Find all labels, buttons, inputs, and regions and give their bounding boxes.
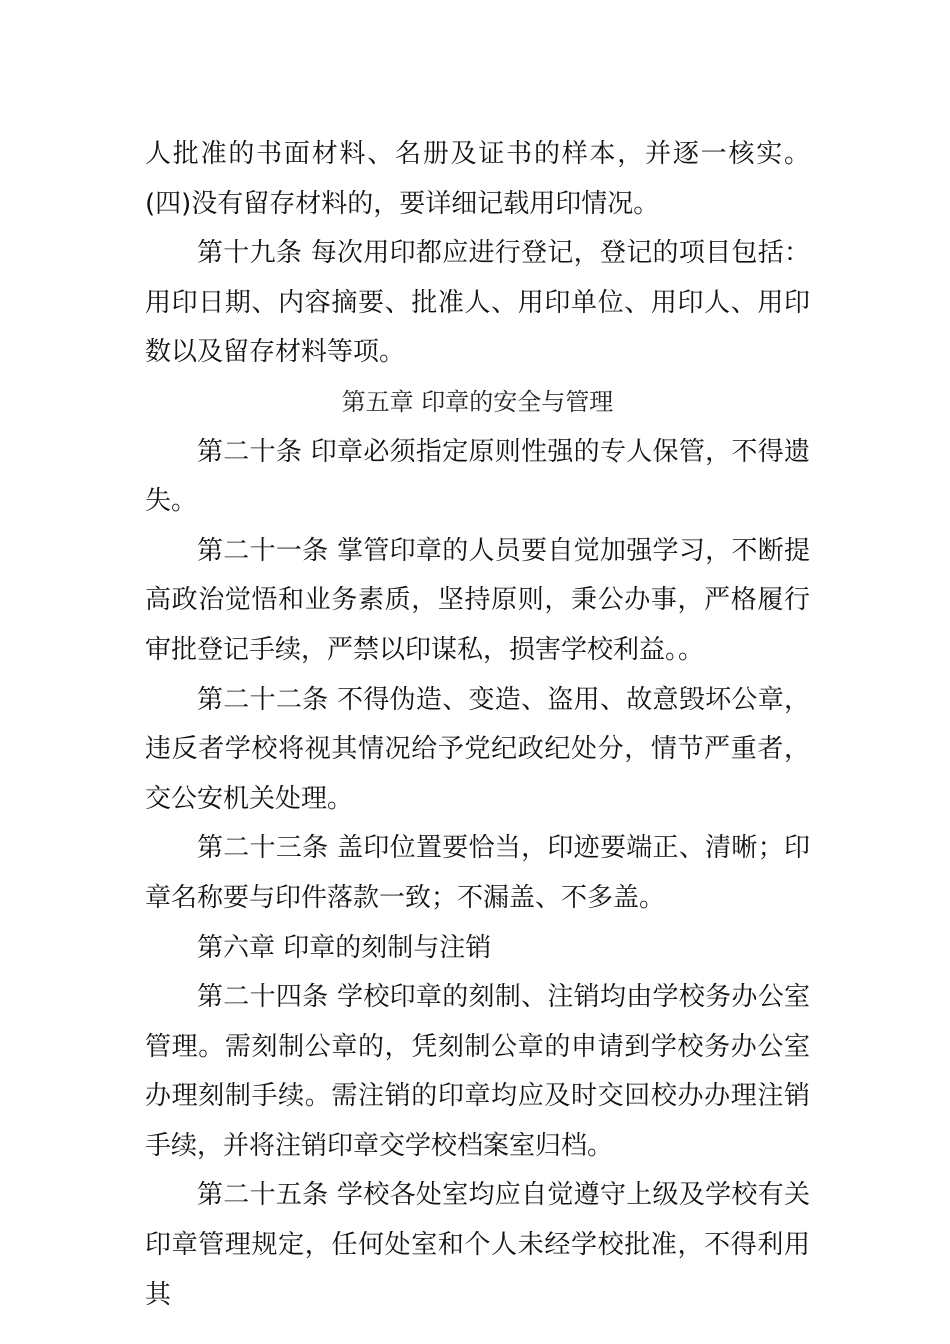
article-19: 第十九条 每次用印都应进行登记，登记的项目包括：用印日期、内容摘要、批准人、用印单位、用印人、用印数以及留存材料等项。	[145, 238, 810, 368]
document-body	[145, 130, 810, 1320]
chapter-5-heading: 第五章 印章的安全与管理	[341, 387, 614, 416]
article-24: 第二十四条 学校印章的刻制、注销均由学校务办公室管理。需刻制公章的，凭刻制公章的申请到学校务办公室办理刻制手续。需注销的印章均应及时交回校办办理注销手续，并将注销印章交学校档案室归档。	[145, 982, 810, 1161]
paragraph-continuation: 人批准的书面材料、名册及证书的样本，并逐一核实。(四)没有留存材料的，要详细记载用印情况。	[145, 139, 810, 219]
article-23: 第二十三条 盖印位置要恰当，印迹要端正、清晰；印章名称要与印件落款一致；不漏盖、不多盖。	[145, 833, 810, 913]
article-21: 第二十一条 掌管印章的人员要自觉加强学习，不断提高政治觉悟和业务素质，坚持原则，秉公办事，严格履行审批登记手续，严禁以印谋私，损害学校利益。。	[145, 535, 810, 665]
article-22: 第二十二条 不得伪造、变造、盗用、故意毁坏公章，违反者学校将视其情况给予党纪政纪处分，情节严重者，交公安机关处理。	[145, 684, 810, 814]
article-20: 第二十条 印章必须指定原则性强的专人保管，不得遗失。	[145, 436, 810, 517]
chapter-6-heading: 第六章 印章的刻制与注销	[197, 932, 492, 963]
article-25: 第二十五条 学校各处室均应自觉遵守上级及学校有关印章管理规定，任何处室和个人未经学校批准，不得利用其	[145, 1180, 810, 1310]
